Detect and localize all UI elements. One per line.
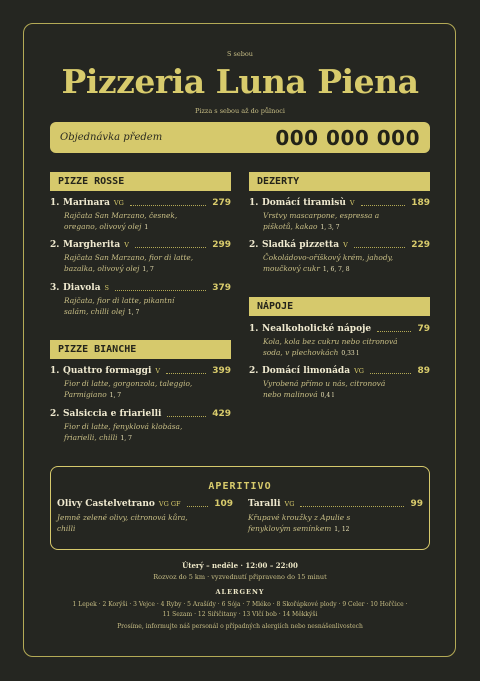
leader-dots	[377, 331, 411, 332]
allergen-codes: 0,4 l	[320, 391, 334, 399]
menu-item	[249, 240, 430, 284]
leader-dots	[135, 247, 206, 248]
leader-dots	[354, 247, 405, 248]
item-number: 1.	[50, 198, 60, 208]
item-price: 79	[417, 324, 430, 334]
section-pizze-bianche: PIZZE BIANCHE	[50, 340, 231, 359]
aperitivo-heading: APERITIVO	[208, 481, 272, 492]
menu-item	[249, 366, 430, 410]
leader-dots	[370, 373, 411, 374]
opening-hours: Úterý – neděle · 12:00 – 22:00	[182, 561, 298, 570]
item-description	[263, 337, 398, 359]
diet-tag: V	[124, 241, 129, 249]
description-text: oregano, olivový olej	[64, 221, 142, 231]
item-price: 99	[410, 499, 423, 509]
delivery-info: Rozvoz do 5 km · vyzvednutí připraveno do 15 minut	[153, 573, 327, 581]
allergen-codes: 0,33 l	[341, 349, 359, 357]
menu-item	[57, 499, 233, 539]
description-line	[263, 390, 385, 402]
leader-dots	[300, 506, 404, 507]
description-text: soda, v plechovkách	[263, 347, 339, 357]
item-number: 2.	[249, 240, 259, 250]
item-number: 1.	[249, 198, 259, 208]
description-text: moučkový cukr	[263, 263, 320, 273]
item-name: Sladká pizzetta V	[262, 240, 348, 250]
diet-tag: VG	[284, 500, 295, 508]
leader-dots	[166, 373, 206, 374]
description-line	[64, 264, 193, 276]
allergens-line-2: 11 Sezam · 12 Siřičitany · 13 Vlčí bob · 14 Měkkýši	[162, 611, 318, 618]
menu-item	[248, 499, 423, 539]
description-text: fenyklovým semínkem	[248, 523, 332, 533]
menu-item	[50, 366, 231, 410]
top-label: S sebou	[227, 50, 253, 58]
leader-dots	[130, 205, 206, 206]
description-line	[57, 524, 188, 535]
item-description	[263, 379, 385, 401]
page-title: Pizzeria Luna Piena	[61, 62, 419, 101]
item-name	[248, 499, 294, 509]
item-price: 109	[214, 499, 233, 509]
description-line: Fior di latte, gorgonzola, taleggio,	[64, 379, 193, 388]
allergen-codes: 1, 3, 7	[320, 223, 340, 231]
item-number: 3.	[50, 283, 60, 293]
description-line	[248, 524, 350, 536]
item-description	[64, 253, 193, 275]
description-text: salám, chilli olej	[64, 306, 125, 316]
subtitle: Pizza s sebou až do půlnoci	[195, 107, 285, 115]
description-line: Rajčata, fior di latte, pikantní	[64, 296, 175, 305]
description-line	[263, 222, 379, 234]
order-label: Objednávka předem	[60, 132, 163, 143]
item-description	[248, 513, 350, 535]
item-price: 279	[212, 198, 231, 208]
item-description	[64, 296, 174, 318]
description-line: Rajčata San Marzano, fior di latte,	[64, 253, 194, 262]
item-price: 399	[212, 366, 231, 376]
description-line: Rajčata San Marzano, česnek,	[64, 211, 178, 220]
item-name: Nealkoholické nápoje	[262, 324, 372, 334]
allergens-line-1: 1 Lepek · 2 Korýši · 3 Vejce · 4 Ryby · 5 Arašídy · 6 Sója · 7 Mléko · 8 Skořápkové plody · 9 Celer · 10 Hořčice ·	[72, 601, 408, 608]
allergen-codes: 1	[144, 223, 149, 231]
leader-dots	[115, 290, 206, 291]
menu-item	[50, 283, 231, 327]
diet-tag: VG	[354, 367, 364, 375]
allergen-codes: 1, 7	[109, 391, 122, 399]
description-text: friarielli, chilli	[64, 432, 118, 442]
item-number: 1.	[249, 324, 259, 334]
item-name: Domácí limonáda VG	[262, 366, 364, 376]
description-line: Čokoládovo-oříškový krém, jahody,	[263, 253, 394, 262]
allergy-note: Prosíme, informujte náš personál o případných alergiích nebo nesnášenlivostech	[117, 623, 363, 630]
diet-tag: S	[104, 284, 109, 292]
item-description	[64, 211, 177, 233]
item-name: Marinara VG	[63, 198, 124, 208]
item-price: 379	[212, 283, 231, 293]
item-name: Diavola S	[63, 283, 109, 293]
diet-tag: V	[155, 367, 161, 375]
item-name-text: Olivy Castelvetrano	[57, 499, 155, 509]
item-description	[64, 422, 182, 444]
section-pizze-rosse: PIZZE ROSSE	[50, 172, 231, 191]
description-text: piškotů, kakao	[263, 221, 318, 231]
section-dezerty: DEZERTY	[249, 172, 430, 191]
diet-tag: VG GF	[158, 500, 181, 508]
menu-item	[50, 198, 231, 242]
item-number: 2.	[50, 240, 60, 250]
phone-number[interactable]: 000 000 000	[275, 126, 420, 150]
diet-tag: V	[349, 199, 355, 207]
description-line: Křupavé kroužky z Apulie s	[248, 513, 351, 522]
menu-item	[50, 240, 231, 284]
item-name	[57, 499, 181, 509]
item-description	[57, 513, 188, 534]
item-number: 2.	[50, 409, 60, 419]
menu-item	[249, 198, 430, 242]
diet-tag: V	[343, 241, 348, 249]
item-name: Domácí tiramisù V	[262, 198, 355, 208]
menu-item	[50, 409, 231, 453]
description-text: Parmigiano	[64, 389, 107, 399]
description-line: Jemně zelené olivy, citronová kůra,	[57, 513, 188, 522]
allergen-codes: 1, 7	[120, 434, 132, 442]
menu-item	[249, 324, 430, 368]
description-line	[64, 222, 177, 234]
allergen-codes: 1, 12	[334, 525, 350, 533]
item-price: 89	[417, 366, 430, 376]
description-line: Vrstvy mascarpone, espressa a	[263, 211, 380, 220]
description-line: Fior di latte, fenyklová klobása,	[64, 422, 183, 431]
item-price: 229	[411, 240, 430, 250]
description-line	[263, 264, 393, 276]
description-line	[263, 348, 398, 360]
section-napoje: NÁPOJE	[249, 297, 430, 316]
description-line: Vyrobená přímo u nás, citronová	[263, 379, 386, 388]
item-name-text: Taralli	[248, 499, 281, 509]
item-price: 429	[212, 409, 231, 419]
leader-dots	[361, 205, 405, 206]
allergen-codes: 1, 6, 7, 8	[322, 265, 350, 273]
description-line: Kola, kola bez cukru nebo citronová	[263, 337, 398, 346]
item-description	[263, 253, 393, 275]
leader-dots	[187, 506, 208, 507]
description-line	[64, 433, 182, 445]
item-price: 299	[212, 240, 231, 250]
description-line	[64, 307, 174, 319]
item-name: Margherita V	[63, 240, 129, 250]
allergen-codes: 1, 7	[142, 265, 154, 273]
item-price: 189	[411, 198, 430, 208]
item-name: Quattro formaggi V	[63, 366, 161, 376]
item-number: 1.	[50, 366, 60, 376]
leader-dots	[167, 416, 206, 417]
item-description	[263, 211, 379, 233]
order-bar	[50, 122, 430, 153]
description-line	[64, 390, 192, 402]
item-description	[64, 379, 192, 401]
allergens-title: ALERGENY	[215, 588, 265, 596]
description-text: bazalka, olivový olej	[64, 263, 140, 273]
item-name: Salsiccia e friarielli	[63, 409, 162, 419]
description-text: chilli	[57, 523, 76, 533]
description-text: nebo malinová	[263, 389, 318, 399]
diet-tag: VG	[113, 199, 124, 207]
allergen-codes: 1, 7	[127, 308, 140, 316]
item-number: 2.	[249, 366, 259, 376]
